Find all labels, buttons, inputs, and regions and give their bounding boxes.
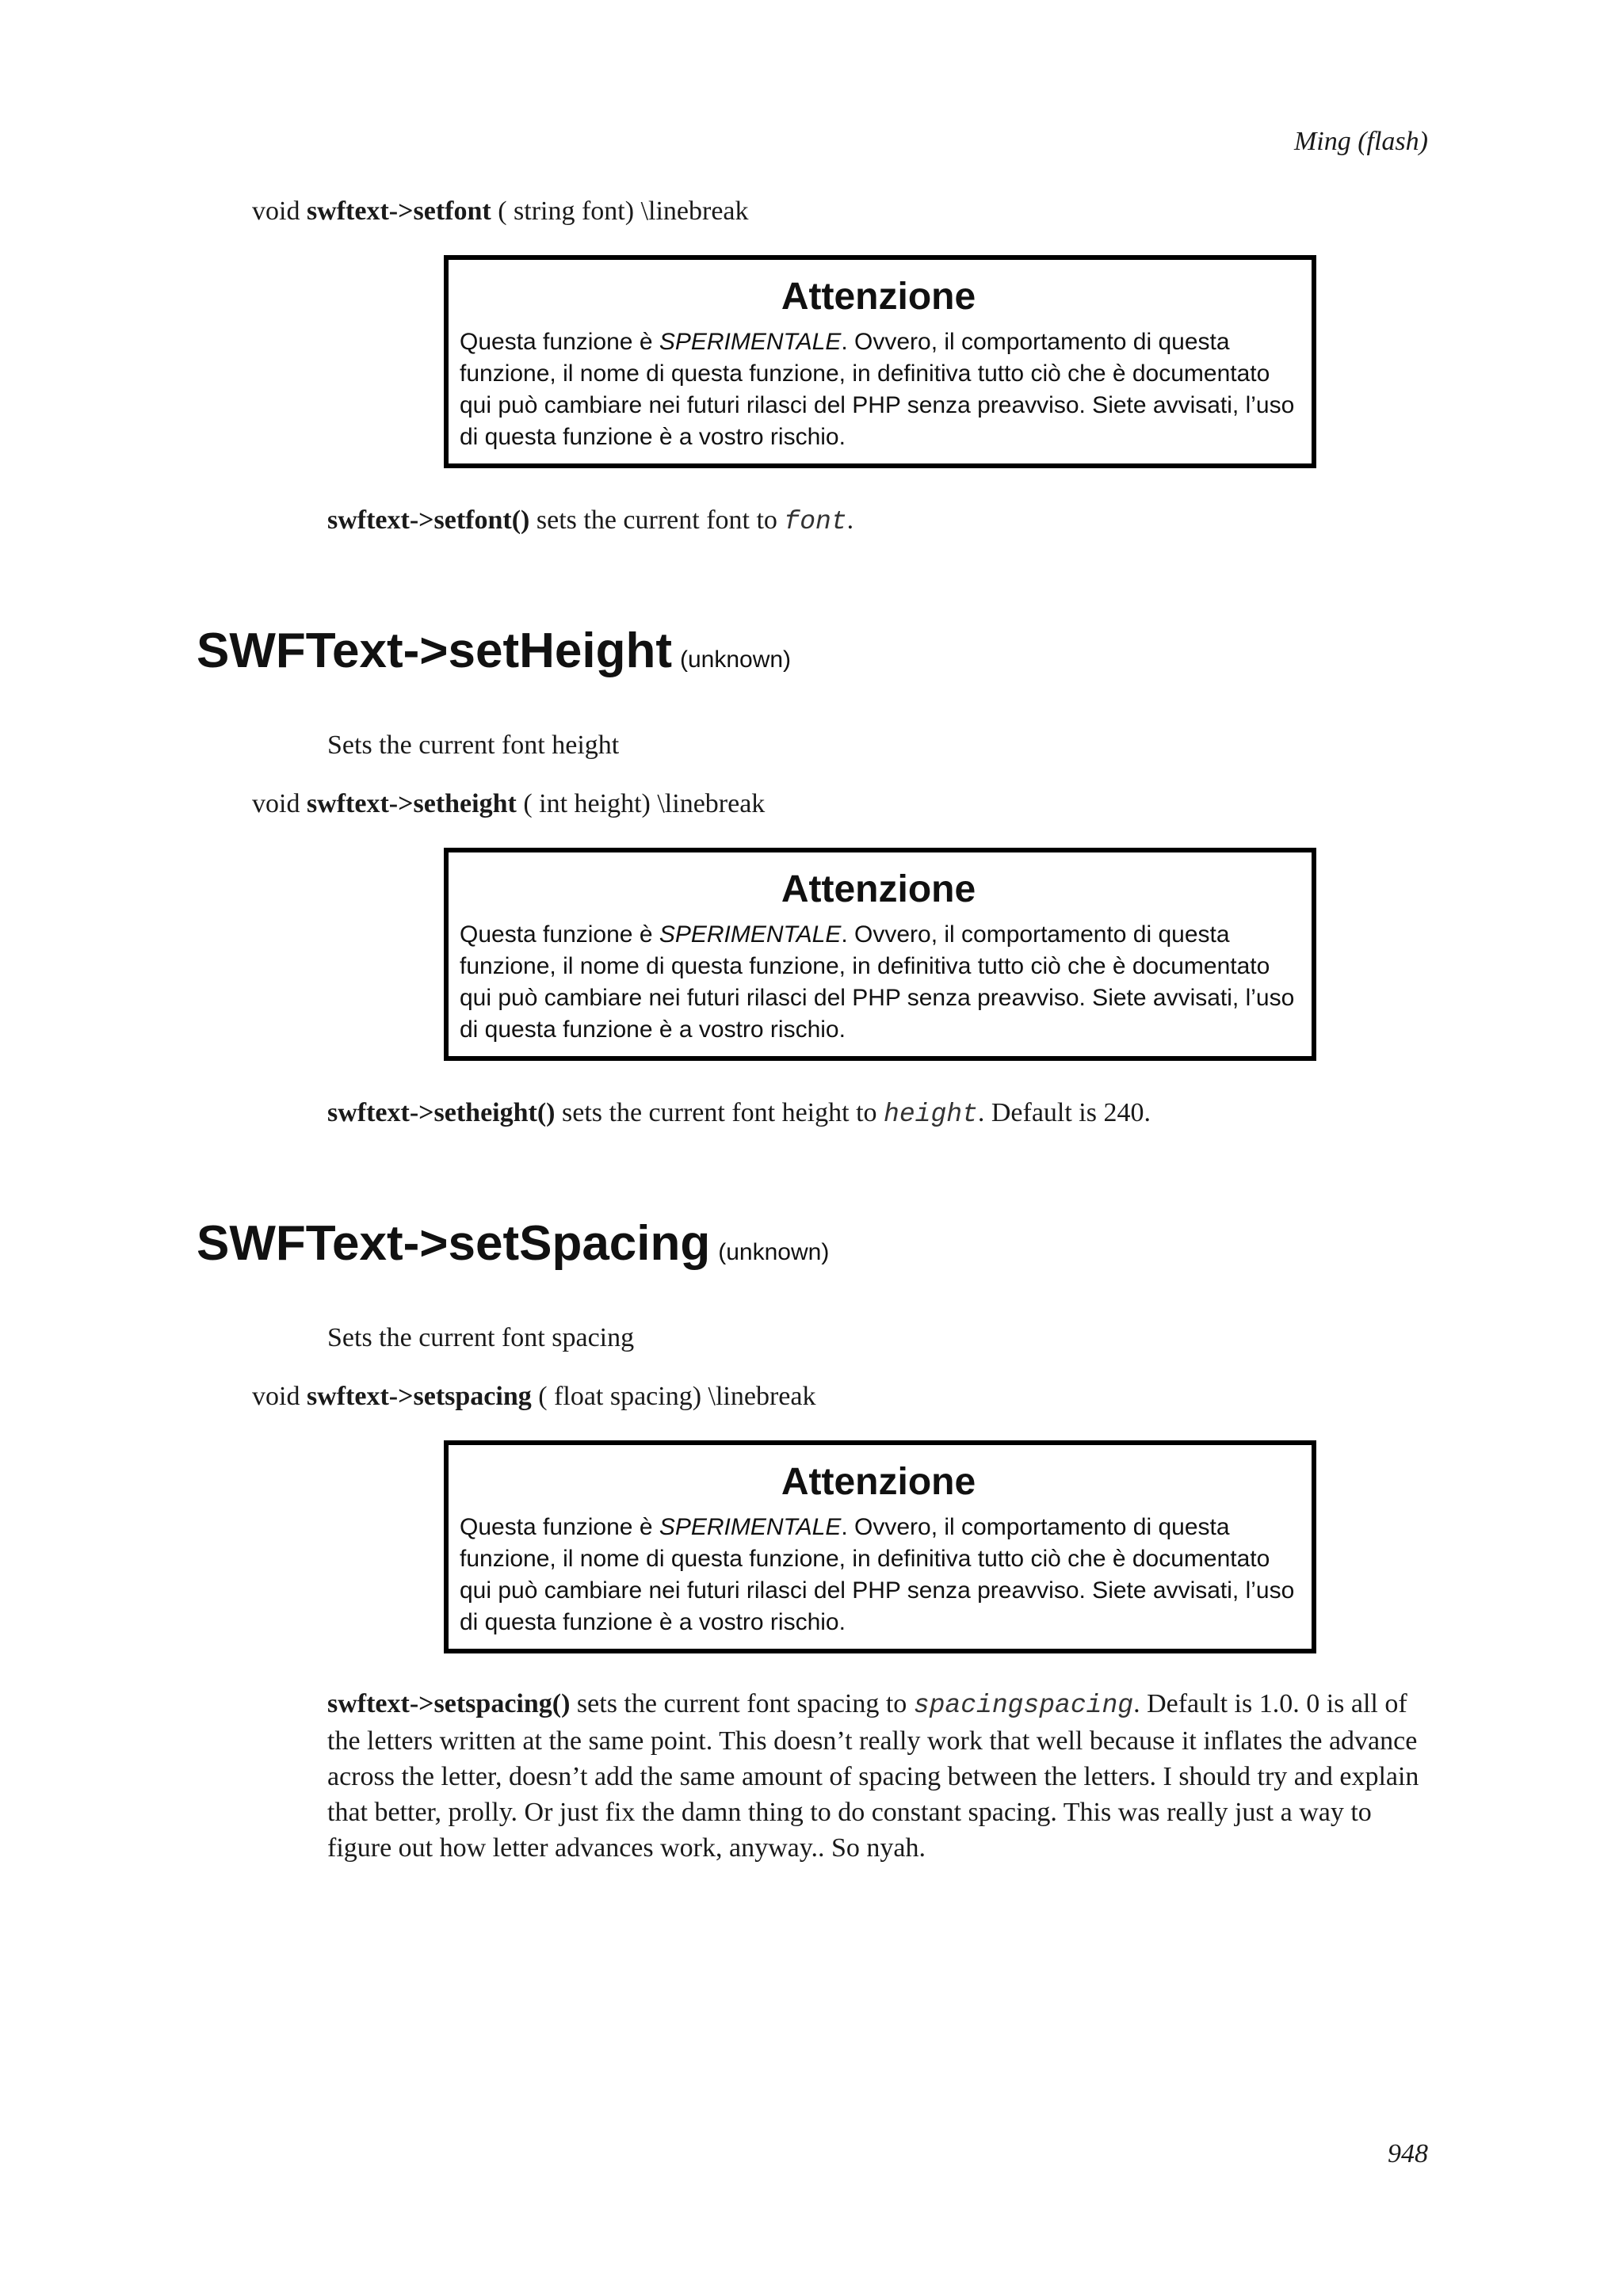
version-note: (unknown) — [679, 646, 792, 673]
warning-title: Attenzione — [781, 1461, 976, 1503]
parameter: font — [784, 507, 847, 536]
function-args: ( string font) \linebreak — [491, 196, 749, 226]
function-ref: swftext->setfont() — [327, 505, 530, 535]
function-args: ( float spacing) \linebreak — [531, 1382, 816, 1411]
warning-box-2 — [444, 848, 1316, 1061]
parameter: height — [884, 1100, 978, 1129]
return-type: void — [252, 1382, 307, 1411]
function-name: swftext->setfont — [306, 196, 491, 226]
setheight-description: swftext->setheight() sets the current font height to height. Default is 240. — [327, 1098, 1151, 1129]
warning-title: Attenzione — [781, 868, 976, 910]
function-ref: swftext->setheight() — [327, 1098, 556, 1127]
heading-setheight — [197, 623, 791, 679]
function-ref: swftext->setspacing() — [327, 1689, 571, 1718]
setspacing-synopsis — [252, 1382, 815, 1412]
setspacing-purpose: Sets the current font spacing — [327, 1323, 635, 1352]
warning-box-3 — [444, 1440, 1316, 1653]
warning-title: Attenzione — [781, 276, 976, 318]
setfont-description: swftext->setfont() sets the current font to font. — [327, 505, 854, 536]
warning-text: Questa funzione è SPERIMENTALE. Ovvero, il comportamento di questa funzione, il nome di questa funzione, in definitiva tutto ciò che è documentato qui può cambiare nei futuri rilasci del PHP senza preavviso. Siete avvisati, l’uso di questa funzione è a vostro rischio. — [460, 1513, 1295, 1635]
running-header: Ming (flash) — [1293, 127, 1428, 156]
setfont-synopsis — [252, 196, 749, 227]
setheight-synopsis — [252, 789, 765, 819]
return-type: void — [252, 196, 307, 226]
return-type: void — [252, 789, 307, 818]
warning-box-1 — [444, 255, 1316, 468]
warning-text: Questa funzione è SPERIMENTALE. Ovvero, il comportamento di questa funzione, il nome di questa funzione, in definitiva tutto ciò che è documentato qui può cambiare nei futuri rilasci del PHP senza preavviso. Siete avvisati, l’uso di questa funzione è a vostro rischio. — [460, 328, 1295, 450]
function-name: swftext->setheight — [306, 789, 517, 818]
setspacing-description: swftext->setspacing() sets the current font spacing to spacingspacing. Default is 1.0. 0 is all of the letters written at the same point. This doesn’t really work that well because it inflates the advance across the letter, doesn’t add the same amount of spacing between the letters. I should try and explain that better, prolly. Or just fix the damn thing to do constant spacing. This was really just a way to figure out how letter advances work, anyway.. So nyah. — [327, 1689, 1419, 1863]
function-args: ( int height) \linebreak — [516, 789, 766, 818]
function-name: swftext->setspacing — [306, 1382, 532, 1411]
heading-setspacing — [197, 1215, 829, 1272]
setheight-purpose: Sets the current font height — [327, 730, 620, 760]
heading-title: SWFText->setHeight — [197, 624, 672, 678]
version-note: (unknown) — [718, 1239, 830, 1265]
parameter: spacingspacing — [913, 1691, 1134, 1720]
heading-title: SWFText->setSpacing — [197, 1216, 711, 1271]
page-number: 948 — [1388, 2139, 1428, 2168]
warning-text: Questa funzione è SPERIMENTALE. Ovvero, il comportamento di questa funzione, il nome di questa funzione, in definitiva tutto ciò che è documentato qui può cambiare nei futuri rilasci del PHP senza preavviso. Siete avvisati, l’uso di questa funzione è a vostro rischio. — [460, 921, 1295, 1043]
